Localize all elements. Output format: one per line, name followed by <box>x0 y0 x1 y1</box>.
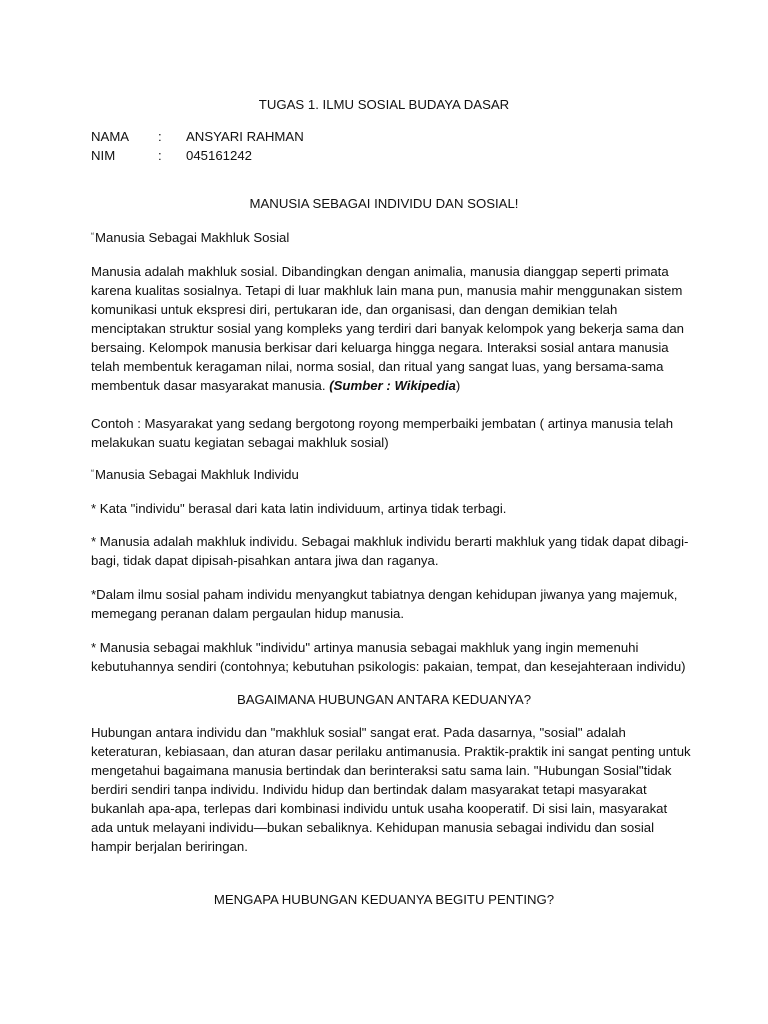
relation-paragraph-text: Hubungan antara individu dan "makhluk sosial" sangat erat. Pada dasarnya, "sosial" adalah keteraturan, kebiasaan, dan aturan dasar perilaku antimanusia. Praktik-praktik ini sangat penting untuk mengetahui bagaimana manusia bertindak dan berinteraksi satu sama lain. "Hubungan Sosial"tidak berdiri sendiri tanpa individu. Individu hidup dan bertindak dalam masyarakat tetapi masyarakat bukanlah apa-apa, terlepas dari kombinasi individu untuk usaha kooperatif. Di sisi lain, masyarakat ada untuk melayani individu—bukan sebaliknya. Kehidupan manusia sebagai individu dan sosial hampir berjalan beriringan. <box>91 725 691 854</box>
main-heading: MANUSIA SEBAGAI INDIVIDU DAN SOSIAL! <box>249 196 519 211</box>
name-label: NAMA <box>91 129 130 144</box>
name-separator: : <box>158 129 162 144</box>
section-individual-heading <box>91 465 299 484</box>
relation-paragraph <box>91 723 691 856</box>
social-example-text: Contoh : Masyarakat yang sedang bergotong royong memperbaiki jembatan ( artinya manusia telah melakukan suatu kegiatan sebagai makhluk sosial) <box>91 416 674 450</box>
individual-point-text: *Dalam ilmu sosial paham individu menyangkut tabiatnya dengan kehidupan jiwanya yang majemuk, memegang peranan dalam pergaulan hidup manusia. <box>91 587 678 621</box>
name-value: ANSYARI RAHMAN <box>186 129 304 144</box>
quote-marker: “ <box>91 468 94 478</box>
section-social-heading <box>91 228 289 247</box>
individual-point <box>91 638 691 676</box>
individual-point <box>91 532 691 570</box>
document-title: TUGAS 1. ILMU SOSIAL BUDAYA DASAR <box>258 97 510 112</box>
social-example <box>91 414 691 452</box>
social-paragraph-text: Manusia adalah makhluk sosial. Dibandingkan dengan animalia, manusia dianggap seperti primata karena kualitas sosialnya. Tetapi di luar makhluk lain mana pun, manusia mahir menggunakan sistem komunikasi untuk ekspresi diri, pertukaran ide, dan organisasi, dan dengan demikian telah menciptakan struktur sosial yang kompleks yang terdiri dari banyak kelompok yang bekerja sama dan bersaing. Kelompok manusia berkisar dari keluarga hingga negara. Interaksi sosial antara manusia telah membentuk keragaman nilai, norma sosial, dan ritual yang sangat luas, yang bersama-sama membentuk dasar masyarakat manusia. <box>91 264 685 393</box>
nim-value: 045161242 <box>186 148 253 163</box>
nim-separator: : <box>158 148 162 163</box>
section-individual-title: Manusia Sebagai Makhluk Individu <box>95 467 299 482</box>
individual-point-text: * Manusia adalah makhluk individu. Sebagai makhluk individu berarti makhluk yang tidak dapat dibagi-bagi, tidak dapat dipisah-pisahkan antara jiwa dan raganya. <box>91 534 689 568</box>
individual-point-text: * Kata "individu" berasal dari kata latin individuum, artinya tidak terbagi. <box>91 501 507 516</box>
source-citation: (Sumber : Wikipedia <box>329 378 456 393</box>
individual-point <box>91 585 691 623</box>
individual-point-text: * Manusia sebagai makhluk "individu" artinya manusia sebagai makhluk yang ingin memenuhi kebutuhannya sendiri (contohnya; kebutuhan psikologis: pakaian, tempat, dan kesejahteraan individu) <box>91 640 686 674</box>
relation-heading: BAGAIMANA HUBUNGAN ANTARA KEDUANYA? <box>236 692 532 707</box>
section-social-title: Manusia Sebagai Makhluk Sosial <box>95 230 290 245</box>
quote-marker: “ <box>91 231 94 241</box>
why-heading: MENGAPA HUBUNGAN KEDUANYA BEGITU PENTING? <box>213 892 555 907</box>
section-social-paragraph <box>91 262 691 395</box>
source-close: ) <box>455 378 461 393</box>
individual-point <box>91 499 691 518</box>
nim-label: NIM <box>91 148 116 163</box>
